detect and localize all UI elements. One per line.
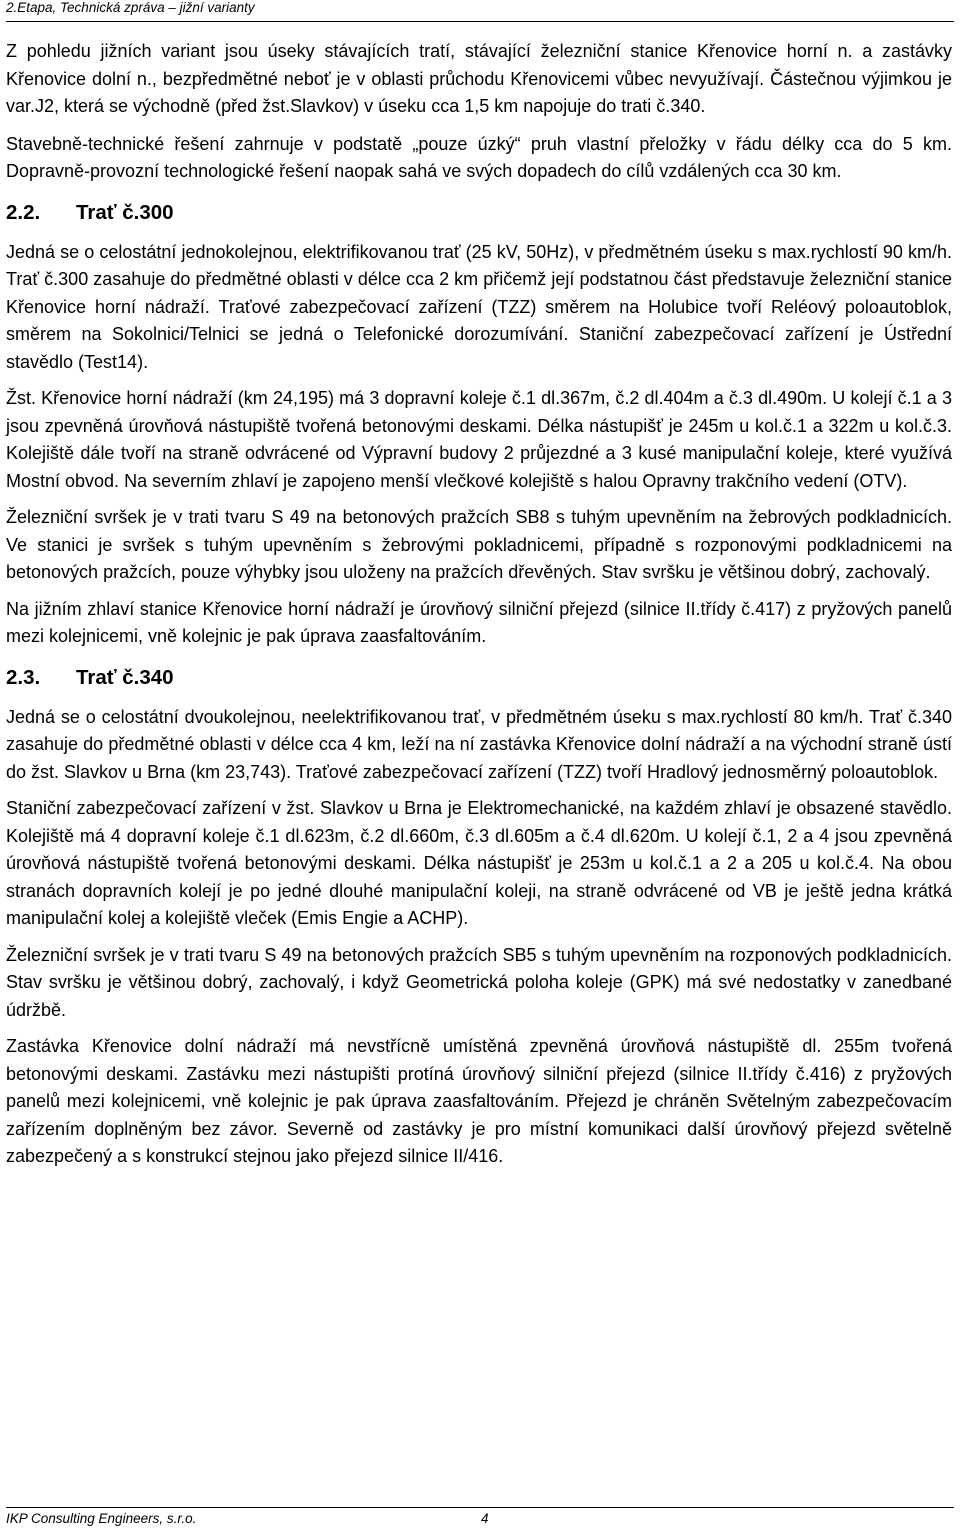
section-heading-trat-340 xyxy=(6,664,952,691)
intro-paragraph-2: Stavebně-technické řešení zahrnuje v podstatě „pouze úzký“ pruh vlastní přeložky v řádu délky cca do 5 km. Dopravně-provozní technologické řešení naopak sahá ve svých dopadech do cílů vzdálených cca 30 km. xyxy=(6,133,952,181)
section-number: 2.3. xyxy=(6,665,41,689)
section-title: Trať č.300 xyxy=(76,200,174,224)
trat-300-paragraph-1: Jedná se o celostátní jednokolejnou, elektrifikovanou trať (25 kV, 50Hz), v předmětném úseku s max.rychlostí 90 km/h. Trať č.300 zasahuje do předmětné oblasti v délce cca 2 km přičemž její podstatnou část představuje železniční stanice Křenovice horní nádraží. Traťové zabezpečovací zařízení (TZZ) směrem na Holubice tvoří Reléový poloautoblok, směrem na Sokolnici/Telnici se jedná o Telefonické dorozumívání. Staniční zabezpečovací zařízení je Ústřední stavědlo (Test14). xyxy=(6,241,952,372)
document-body xyxy=(6,38,952,1171)
intro-paragraph-1: Z pohledu jižních variant jsou úseky stávajících tratí, stávající železniční stanice Křenovice horní n. a zastávky Křenovice dolní n., bezpředmětné neboť je v oblasti průchodu Křenovicemi vůbec nevyužívají. Částečnou výjimkou je var.J2, která se východně (před žst.Slavkov) v úseku cca 1,5 km napojuje do trati č.340. xyxy=(6,41,952,116)
section-heading-trat-300 xyxy=(6,199,952,226)
trat-340-paragraph-4: Zastávka Křenovice dolní nádraží má nevstřícně umístěná zpevněná úrovňová nástupiště dl. 255m tvořená betonovými deskami. Zastávku mezi nástupišti protíná úrovňový silniční přejezd (silnice II.třídy č.416) z pryžových panelů mezi kolejnicemi, vně kolejnic je pak úprava zaasfaltováním. Přejezd je chráněn Světelným zabezpečovacím zařízením doplněným bez závor. Severně od zastávky je pro místní komunikaci další úrovňový přejezd světelně zabezpečený a s konstrukcí stejnou jako přejezd silnice II/416. xyxy=(6,1036,952,1166)
section-number: 2.2. xyxy=(6,200,41,224)
section-title: Trať č.340 xyxy=(76,665,174,689)
page-header xyxy=(6,0,954,22)
trat-340-paragraph-3: Železniční svršek je v trati tvaru S 49 na betonových pražcích SB5 s tuhým upevněním na rozponových podkladnicích. Stav svršku je většinou dobrý, zachovalý, i když Geometrická poloha koleje (GPK) má své nedostatky v zanedbané údržbě. xyxy=(6,944,952,1020)
trat-300-paragraph-2: Žst. Křenovice horní nádraží (km 24,195) má 3 dopravní koleje č.1 dl.367m, č.2 dl.404m a č.3 dl.490m. U kolejí č.1 a 3 jsou zpevněná úrovňová nástupiště tvořená betonovými deskami. Délka nástupišť je 245m u kol.č.1 a 322m u kol.č.3. Kolejiště dále tvoří na straně odvrácené od Výpravní budovy 2 průjezdné a 3 kusé manipulační koleje, které využívá Mostní obvod. Na severním zhlaví je zapojeno menší vlečkové kolejiště s halou Opravny trakčního vedení (OTV). xyxy=(6,388,952,491)
trat-340-paragraph-2: Staniční zabezpečovací zařízení v žst. Slavkov u Brna je Elektromechanické, na každém zhlaví je obsazené stavědlo. Kolejiště má 4 dopravní koleje č.1 dl.623m, č.2 dl.660m, č.3 dl.605m a č.4 dl.620m. U kolejí č.1, 2 a 4 jsou zpevněná úrovňová nástupiště tvořená betonovými deskami. Délka nástupišť je 253m u kol.č.1 a 2 a 205 u kol.č.4. Na obou stranách dopravních kolejí je po jedné dlouhé manipulační koleji, na straně odvrácené od VB je ještě jedna krátká manipulační kolej a kolejiště vleček (Emis Engie a ACHP). xyxy=(6,798,952,928)
footer-company: IKP Consulting Engineers, s.r.o. xyxy=(6,1511,197,1526)
trat-340-paragraph-1: Jedná se o celostátní dvoukolejnou, neelektrifikovanou trať, v předmětném úseku s max.rychlostí 80 km/h. Trať č.340 zasahuje do předmětné oblasti v délce cca 4 km, leží na ní zastávka Křenovice dolní nádraží a na východní straně ústí do žst. Slavkov u Brna (km 23,743). Traťové zabezpečovací zařízení (TZZ) tvoří Hradlový jednosměrný poloautoblok. xyxy=(6,706,952,782)
trat-300-paragraph-3: Železniční svršek je v trati tvaru S 49 na betonových pražcích SB8 s tuhým upevněním na žebrových podkladnicích. Ve stanici je svršek s tuhým upevněním s žebrovými pokladnicemi, případně s rozponovými podkladnicemi na betonových pražcích, pouze výhybky jsou uloženy na pražcích dřevěných. Stav svršku je většinou dobrý, zachovalý. xyxy=(6,507,952,582)
page-number: 4 xyxy=(481,1511,489,1526)
header-title: 2.Etapa, Technická zpráva – jižní varianty xyxy=(6,0,255,15)
trat-300-paragraph-4: Na jižním zhlaví stanice Křenovice horní nádraží je úrovňový silniční přejezd (silnice II.třídy č.417) z pryžových panelů mezi kolejnicemi, vně kolejnic je pak úprava zaasfaltováním. xyxy=(6,598,952,646)
page-footer xyxy=(6,1507,954,1526)
